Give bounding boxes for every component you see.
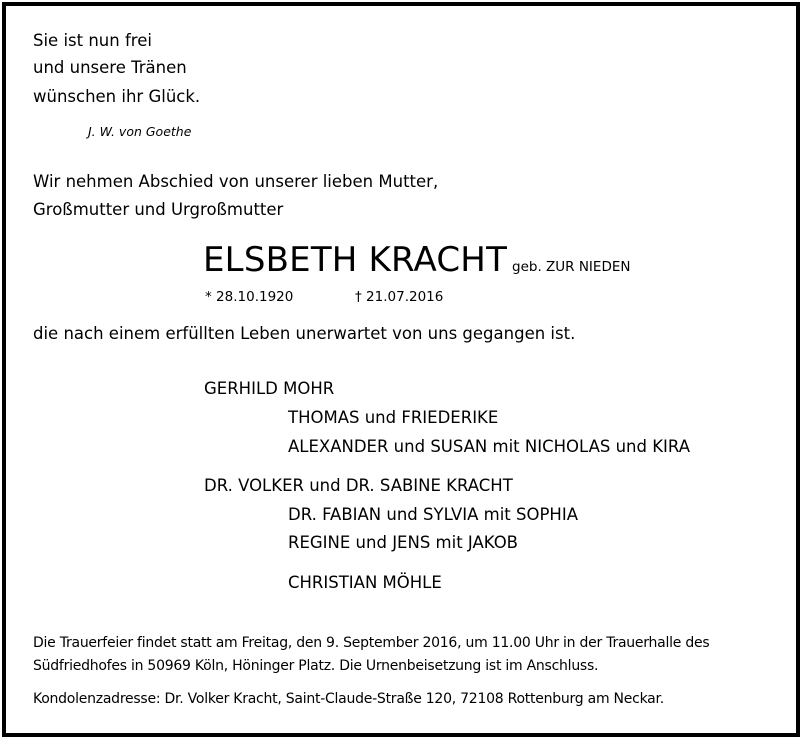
condolence-address: Kondolenzadresse: Dr. Volker Kracht, Saint-Claude-Straße 120, 72108 Rottenburg am Neckar. xyxy=(33,691,664,707)
family-member: ALEXANDER und SUSAN mit NICHOLAS und KIRA xyxy=(288,437,690,456)
birth-date: * 28.10.1920 xyxy=(205,289,294,305)
poem-line: wünschen ihr Glück. xyxy=(33,87,201,106)
family-member: THOMAS und FRIEDERIKE xyxy=(288,408,499,427)
poem-line: und unsere Tränen xyxy=(33,58,187,77)
intro-line: Wir nehmen Abschied von unserer lieben Mutter, xyxy=(33,172,439,191)
funeral-info-line: Südfriedhofes in 50969 Köln, Höninger Platz. Die Urnenbeisetzung ist im Anschluss. xyxy=(33,658,599,674)
family-member: CHRISTIAN MÖHLE xyxy=(288,573,442,592)
funeral-info-line: Die Trauerfeier findet statt am Freitag, den 9. September 2016, um 11.00 Uhr in der Trauerhalle des xyxy=(33,635,710,651)
obituary-frame xyxy=(2,2,800,737)
family-head: GERHILD MOHR xyxy=(204,379,335,398)
poem-author: J. W. von Goethe xyxy=(88,124,192,139)
deceased-name: ELSBETH KRACHT xyxy=(203,240,508,280)
death-date: † 21.07.2016 xyxy=(355,289,444,305)
poem-line: Sie ist nun frei xyxy=(33,31,152,50)
birth-name: geb. ZUR NIEDEN xyxy=(512,259,631,275)
passing-text: die nach einem erfüllten Leben unerwartet von uns gegangen ist. xyxy=(33,324,576,343)
family-head: DR. VOLKER und DR. SABINE KRACHT xyxy=(204,476,513,495)
family-member: DR. FABIAN und SYLVIA mit SOPHIA xyxy=(288,505,578,524)
family-member: REGINE und JENS mit JAKOB xyxy=(288,533,519,552)
intro-line: Großmutter und Urgroßmutter xyxy=(33,200,284,219)
